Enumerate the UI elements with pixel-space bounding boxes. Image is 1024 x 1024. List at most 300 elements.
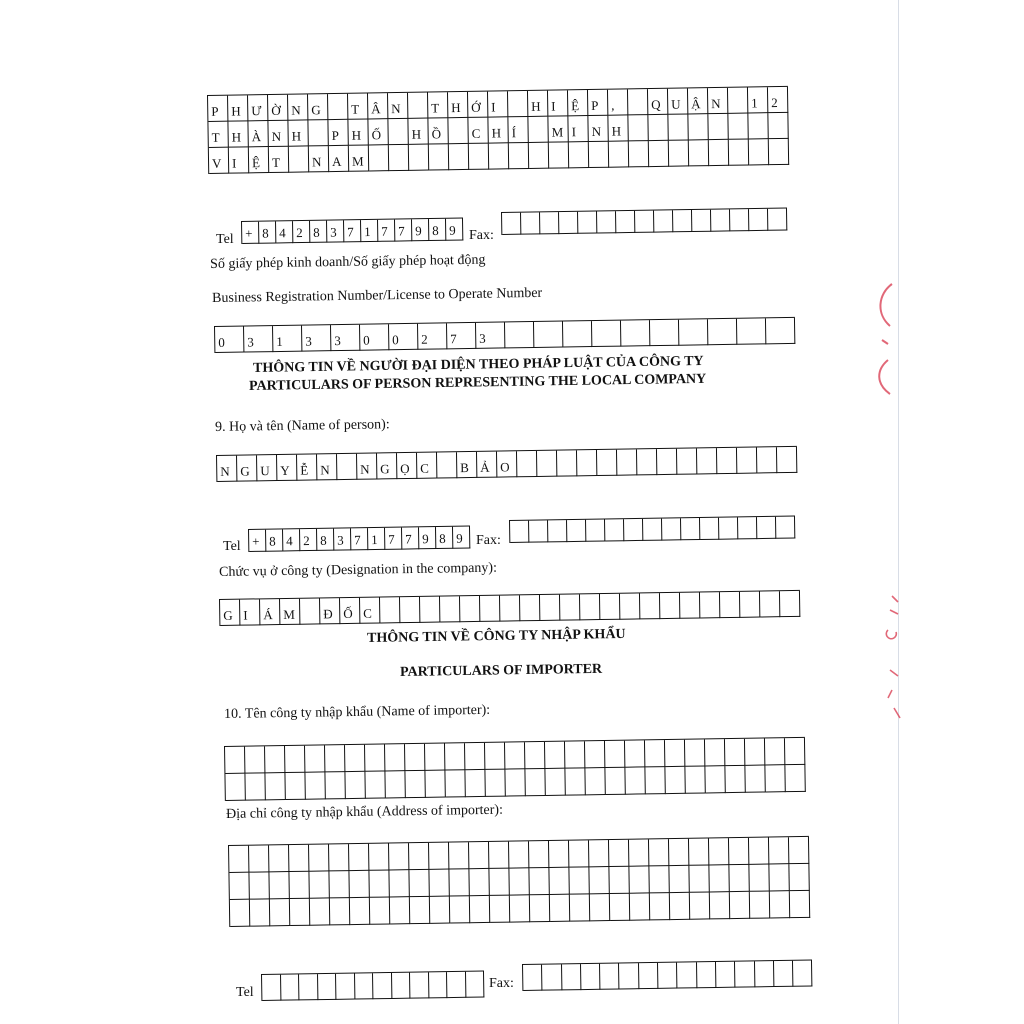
char-box[interactable]: A xyxy=(329,146,349,172)
char-box[interactable] xyxy=(757,447,777,473)
char-box[interactable] xyxy=(765,765,785,792)
char-box[interactable]: 8 xyxy=(436,527,453,549)
char-box[interactable] xyxy=(409,145,429,171)
char-box[interactable] xyxy=(793,960,813,986)
char-box[interactable]: 0 xyxy=(215,327,244,353)
char-box[interactable] xyxy=(449,144,469,170)
char-box[interactable] xyxy=(469,842,489,869)
char-box[interactable] xyxy=(447,972,466,998)
char-box[interactable] xyxy=(430,897,450,924)
char-box[interactable] xyxy=(557,450,577,476)
char-box[interactable] xyxy=(349,844,369,871)
char-box[interactable] xyxy=(749,209,768,231)
char-box[interactable] xyxy=(665,740,685,767)
char-box[interactable] xyxy=(380,597,400,623)
char-box[interactable]: 0 xyxy=(389,324,418,350)
char-box[interactable] xyxy=(692,210,711,232)
char-box[interactable] xyxy=(560,594,580,620)
char-box[interactable] xyxy=(269,845,289,872)
char-box[interactable] xyxy=(643,519,662,541)
char-box[interactable] xyxy=(505,742,525,769)
char-box[interactable] xyxy=(777,447,797,473)
char-box[interactable] xyxy=(738,517,757,539)
char-box[interactable]: 7 xyxy=(351,528,368,550)
char-box[interactable] xyxy=(689,140,709,166)
char-box[interactable]: 9 xyxy=(412,219,429,241)
char-box[interactable] xyxy=(725,766,745,793)
char-box[interactable]: 2 xyxy=(418,323,447,349)
char-box[interactable] xyxy=(391,973,410,999)
char-box[interactable] xyxy=(589,840,609,867)
char-box[interactable] xyxy=(735,961,755,987)
char-box[interactable] xyxy=(585,741,605,768)
char-box[interactable]: H xyxy=(488,117,508,143)
representative-name-grid[interactable] xyxy=(216,446,797,482)
char-box[interactable] xyxy=(766,318,795,344)
char-box[interactable]: 1 xyxy=(273,326,302,352)
char-box[interactable] xyxy=(485,770,505,797)
char-box[interactable] xyxy=(730,892,750,919)
char-box[interactable] xyxy=(500,595,520,621)
char-box[interactable] xyxy=(649,866,669,893)
char-box[interactable]: 4 xyxy=(283,529,300,551)
char-box[interactable] xyxy=(650,320,679,346)
char-box[interactable]: 2 xyxy=(768,87,788,113)
char-box[interactable] xyxy=(689,865,709,892)
char-box[interactable] xyxy=(549,868,569,895)
char-box[interactable]: V xyxy=(209,148,229,174)
char-box[interactable] xyxy=(428,972,447,998)
char-box[interactable] xyxy=(410,972,429,998)
char-box[interactable] xyxy=(708,114,728,140)
char-box[interactable] xyxy=(765,738,785,765)
char-box[interactable] xyxy=(310,898,330,925)
char-box[interactable] xyxy=(265,773,285,800)
char-box[interactable] xyxy=(450,896,470,923)
importer-tel-grid[interactable] xyxy=(261,970,484,1000)
char-box[interactable]: O xyxy=(497,451,517,477)
char-box[interactable] xyxy=(385,744,405,771)
char-box[interactable] xyxy=(528,117,548,143)
char-box[interactable] xyxy=(616,211,635,233)
char-box[interactable]: Ớ xyxy=(468,92,488,118)
char-box[interactable] xyxy=(245,746,265,773)
char-box[interactable]: , xyxy=(608,89,628,115)
char-box[interactable] xyxy=(609,840,629,867)
char-box[interactable] xyxy=(429,843,449,870)
char-box[interactable]: U xyxy=(668,88,688,114)
char-box[interactable] xyxy=(510,895,530,922)
char-box[interactable] xyxy=(629,839,649,866)
char-box[interactable] xyxy=(390,897,410,924)
char-box[interactable]: H xyxy=(528,91,548,117)
char-box[interactable] xyxy=(449,869,469,896)
char-box[interactable] xyxy=(710,892,730,919)
char-box[interactable] xyxy=(249,845,269,872)
char-box[interactable]: M xyxy=(548,116,568,142)
char-box[interactable] xyxy=(709,140,729,166)
char-box[interactable] xyxy=(581,964,601,990)
char-box[interactable] xyxy=(336,974,355,1000)
char-box[interactable]: H xyxy=(348,119,368,145)
char-box[interactable] xyxy=(768,113,788,139)
char-box[interactable] xyxy=(569,840,589,867)
char-box[interactable] xyxy=(679,319,708,345)
char-box[interactable] xyxy=(645,767,665,794)
char-box[interactable] xyxy=(559,212,578,234)
char-box[interactable]: 7 xyxy=(447,323,476,349)
char-box[interactable] xyxy=(365,771,385,798)
char-box[interactable] xyxy=(405,771,425,798)
char-box[interactable] xyxy=(355,973,374,999)
char-box[interactable] xyxy=(429,870,449,897)
char-box[interactable] xyxy=(305,745,325,772)
char-box[interactable] xyxy=(529,520,548,542)
char-box[interactable]: 8 xyxy=(266,529,283,551)
char-box[interactable] xyxy=(330,898,350,925)
char-box[interactable] xyxy=(410,897,430,924)
char-box[interactable]: P xyxy=(588,90,608,116)
char-box[interactable] xyxy=(780,591,800,617)
char-box[interactable]: Â xyxy=(368,93,388,119)
char-box[interactable] xyxy=(289,845,309,872)
char-box[interactable]: 1 xyxy=(368,528,385,550)
char-box[interactable] xyxy=(619,963,639,989)
char-box[interactable] xyxy=(567,520,586,542)
char-box[interactable] xyxy=(409,843,429,870)
char-box[interactable] xyxy=(389,843,409,870)
char-box[interactable] xyxy=(409,870,429,897)
char-box[interactable] xyxy=(685,766,705,793)
char-box[interactable] xyxy=(549,142,569,168)
char-box[interactable]: 8 xyxy=(317,529,334,551)
char-box[interactable] xyxy=(600,963,620,989)
char-box[interactable] xyxy=(728,88,748,114)
char-box[interactable]: Ệ xyxy=(249,147,269,173)
char-box[interactable] xyxy=(621,320,650,346)
char-box[interactable]: 9 xyxy=(419,527,436,549)
char-box[interactable]: Q xyxy=(648,89,668,115)
char-box[interactable]: 8 xyxy=(310,221,327,243)
char-box[interactable] xyxy=(445,770,465,797)
char-box[interactable]: C xyxy=(360,597,380,623)
char-box[interactable] xyxy=(768,209,787,231)
char-box[interactable]: 3 xyxy=(327,220,344,242)
char-box[interactable]: P xyxy=(328,120,348,146)
char-box[interactable]: 4 xyxy=(276,221,293,243)
char-box[interactable] xyxy=(665,767,685,794)
char-box[interactable]: I xyxy=(488,91,508,117)
char-box[interactable]: 2 xyxy=(293,221,310,243)
char-box[interactable] xyxy=(677,962,697,988)
char-box[interactable] xyxy=(629,141,649,167)
char-box[interactable]: 1 xyxy=(748,87,768,113)
company-tel-grid[interactable] xyxy=(241,218,463,244)
char-box[interactable]: 3 xyxy=(476,322,505,348)
char-box[interactable] xyxy=(748,113,768,139)
char-box[interactable] xyxy=(485,743,505,770)
char-box[interactable] xyxy=(705,739,725,766)
char-box[interactable] xyxy=(350,898,370,925)
char-box[interactable]: 7 xyxy=(385,528,402,550)
char-box[interactable] xyxy=(737,318,766,344)
char-box[interactable]: 0 xyxy=(360,324,389,350)
char-box[interactable]: H xyxy=(228,121,248,147)
char-box[interactable] xyxy=(605,741,625,768)
char-box[interactable] xyxy=(245,773,265,800)
char-box[interactable] xyxy=(510,521,529,543)
char-box[interactable] xyxy=(429,144,449,170)
representative-fax-grid[interactable] xyxy=(509,516,795,543)
char-box[interactable] xyxy=(469,144,489,170)
char-box[interactable] xyxy=(580,594,600,620)
char-box[interactable] xyxy=(629,866,649,893)
char-box[interactable] xyxy=(465,770,485,797)
char-box[interactable] xyxy=(505,769,525,796)
char-box[interactable]: Ồ xyxy=(428,118,448,144)
char-box[interactable] xyxy=(689,838,709,865)
char-box[interactable]: H xyxy=(448,92,468,118)
char-box[interactable] xyxy=(708,319,737,345)
char-box[interactable] xyxy=(790,891,810,918)
char-box[interactable] xyxy=(548,520,567,542)
char-box[interactable] xyxy=(785,765,805,792)
char-box[interactable]: N xyxy=(388,93,408,119)
char-box[interactable] xyxy=(789,864,809,891)
char-box[interactable] xyxy=(480,596,500,622)
char-box[interactable]: I xyxy=(229,147,249,173)
char-box[interactable]: B xyxy=(457,452,477,478)
char-box[interactable]: N xyxy=(288,94,308,120)
char-box[interactable]: M xyxy=(349,145,369,171)
char-box[interactable]: 8 xyxy=(429,219,446,241)
char-box[interactable] xyxy=(369,145,389,171)
char-box[interactable] xyxy=(662,518,681,540)
char-box[interactable]: T xyxy=(269,147,289,173)
char-box[interactable] xyxy=(540,595,560,621)
char-box[interactable] xyxy=(225,747,245,774)
char-box[interactable] xyxy=(640,593,660,619)
char-box[interactable] xyxy=(590,894,610,921)
char-box[interactable] xyxy=(717,448,737,474)
char-box[interactable]: C xyxy=(417,453,437,479)
char-box[interactable] xyxy=(305,772,325,799)
char-box[interactable]: + xyxy=(249,530,266,552)
char-box[interactable] xyxy=(562,964,582,990)
char-box[interactable] xyxy=(577,450,597,476)
char-box[interactable] xyxy=(489,143,509,169)
char-box[interactable] xyxy=(677,448,697,474)
char-box[interactable] xyxy=(589,867,609,894)
char-box[interactable] xyxy=(345,745,365,772)
char-box[interactable] xyxy=(469,869,489,896)
char-box[interactable]: H xyxy=(288,120,308,146)
char-box[interactable] xyxy=(681,518,700,540)
char-box[interactable] xyxy=(769,837,789,864)
char-box[interactable]: Đ xyxy=(320,598,340,624)
char-box[interactable] xyxy=(329,844,349,871)
char-box[interactable] xyxy=(465,743,485,770)
char-box[interactable] xyxy=(690,892,710,919)
char-box[interactable]: H xyxy=(608,115,628,141)
license-number-grid[interactable] xyxy=(214,317,795,353)
char-box[interactable] xyxy=(673,210,692,232)
char-box[interactable] xyxy=(328,94,348,120)
char-box[interactable] xyxy=(537,451,557,477)
char-box[interactable] xyxy=(290,899,310,926)
char-box[interactable] xyxy=(529,143,549,169)
importer-fax-grid[interactable] xyxy=(522,959,813,991)
char-box[interactable] xyxy=(250,899,270,926)
char-box[interactable] xyxy=(597,450,617,476)
char-box[interactable] xyxy=(709,865,729,892)
char-box[interactable] xyxy=(660,593,680,619)
char-box[interactable]: 8 xyxy=(259,221,276,243)
char-box[interactable] xyxy=(745,739,765,766)
char-box[interactable] xyxy=(685,739,705,766)
char-box[interactable]: I xyxy=(548,90,568,116)
char-box[interactable] xyxy=(385,771,405,798)
char-box[interactable] xyxy=(728,113,748,139)
char-box[interactable] xyxy=(489,869,509,896)
char-box[interactable] xyxy=(440,596,460,622)
char-box[interactable] xyxy=(249,872,269,899)
char-box[interactable] xyxy=(502,213,521,235)
char-box[interactable] xyxy=(609,141,629,167)
char-box[interactable] xyxy=(470,896,490,923)
char-box[interactable] xyxy=(630,893,650,920)
char-box[interactable]: C xyxy=(468,118,488,144)
char-box[interactable] xyxy=(262,975,281,1001)
char-box[interactable]: 3 xyxy=(334,528,351,550)
char-box[interactable]: G xyxy=(308,94,328,120)
char-box[interactable] xyxy=(308,120,328,146)
char-box[interactable] xyxy=(437,452,457,478)
char-box[interactable] xyxy=(349,871,369,898)
char-box[interactable] xyxy=(769,139,789,165)
char-box[interactable] xyxy=(639,963,659,989)
char-box[interactable] xyxy=(755,961,775,987)
char-box[interactable] xyxy=(373,973,392,999)
char-box[interactable] xyxy=(549,841,569,868)
char-box[interactable]: Ệ xyxy=(568,90,588,116)
char-box[interactable] xyxy=(625,740,645,767)
char-box[interactable] xyxy=(490,896,510,923)
char-box[interactable]: 3 xyxy=(244,326,273,352)
char-box[interactable] xyxy=(389,870,409,897)
char-box[interactable] xyxy=(669,839,689,866)
char-box[interactable] xyxy=(300,598,320,624)
char-box[interactable] xyxy=(309,871,329,898)
char-box[interactable] xyxy=(700,592,720,618)
char-box[interactable]: P xyxy=(208,96,228,122)
char-box[interactable] xyxy=(729,865,749,892)
char-box[interactable] xyxy=(325,772,345,799)
char-box[interactable] xyxy=(285,773,305,800)
char-box[interactable] xyxy=(281,974,300,1000)
char-box[interactable] xyxy=(749,838,769,865)
char-box[interactable] xyxy=(586,519,605,541)
char-box[interactable] xyxy=(521,212,540,234)
char-box[interactable] xyxy=(388,119,408,145)
char-box[interactable] xyxy=(225,774,245,801)
char-box[interactable] xyxy=(670,893,690,920)
char-box[interactable] xyxy=(624,519,643,541)
char-box[interactable] xyxy=(705,766,725,793)
char-box[interactable]: T xyxy=(208,122,228,148)
designation-grid[interactable] xyxy=(219,590,800,626)
char-box[interactable] xyxy=(270,899,290,926)
char-box[interactable] xyxy=(325,745,345,772)
char-box[interactable] xyxy=(589,142,609,168)
char-box[interactable] xyxy=(720,592,740,618)
char-box[interactable] xyxy=(760,591,780,617)
char-box[interactable] xyxy=(229,873,249,900)
char-box[interactable] xyxy=(770,891,790,918)
char-box[interactable] xyxy=(229,846,249,873)
char-box[interactable] xyxy=(769,864,789,891)
char-box[interactable] xyxy=(265,746,285,773)
char-box[interactable] xyxy=(565,768,585,795)
char-box[interactable] xyxy=(628,89,648,115)
char-box[interactable]: 3 xyxy=(302,325,331,351)
char-box[interactable] xyxy=(617,449,637,475)
char-box[interactable]: À xyxy=(248,121,268,147)
char-box[interactable] xyxy=(534,322,563,348)
char-box[interactable] xyxy=(565,741,585,768)
char-box[interactable] xyxy=(345,772,365,799)
char-box[interactable] xyxy=(425,771,445,798)
char-box[interactable]: Ễ xyxy=(297,454,317,480)
char-box[interactable] xyxy=(465,971,484,997)
char-box[interactable] xyxy=(605,519,624,541)
char-box[interactable] xyxy=(750,891,770,918)
char-box[interactable] xyxy=(648,115,668,141)
char-box[interactable] xyxy=(529,868,549,895)
char-box[interactable] xyxy=(729,139,749,165)
char-box[interactable] xyxy=(785,738,805,765)
char-box[interactable] xyxy=(669,866,689,893)
char-box[interactable] xyxy=(563,321,592,347)
char-box[interactable]: Á xyxy=(260,599,280,625)
char-box[interactable]: 7 xyxy=(378,220,395,242)
char-box[interactable]: I xyxy=(240,599,260,625)
char-box[interactable] xyxy=(269,872,289,899)
char-box[interactable] xyxy=(569,142,589,168)
char-box[interactable] xyxy=(649,839,669,866)
char-box[interactable] xyxy=(635,211,654,233)
char-box[interactable]: N xyxy=(268,121,288,147)
char-box[interactable] xyxy=(525,769,545,796)
char-box[interactable] xyxy=(740,592,760,618)
char-box[interactable] xyxy=(578,211,597,233)
char-box[interactable]: H xyxy=(408,119,428,145)
char-box[interactable] xyxy=(650,893,670,920)
char-box[interactable] xyxy=(709,838,729,865)
char-box[interactable] xyxy=(600,594,620,620)
char-box[interactable] xyxy=(542,964,562,990)
char-box[interactable] xyxy=(545,769,565,796)
company-fax-grid[interactable] xyxy=(501,208,787,235)
char-box[interactable] xyxy=(509,868,529,895)
char-box[interactable] xyxy=(757,517,776,539)
char-box[interactable] xyxy=(609,867,629,894)
char-box[interactable] xyxy=(529,841,549,868)
char-box[interactable] xyxy=(697,448,717,474)
char-box[interactable] xyxy=(460,596,480,622)
char-box[interactable]: N xyxy=(588,116,608,142)
char-box[interactable] xyxy=(697,962,717,988)
